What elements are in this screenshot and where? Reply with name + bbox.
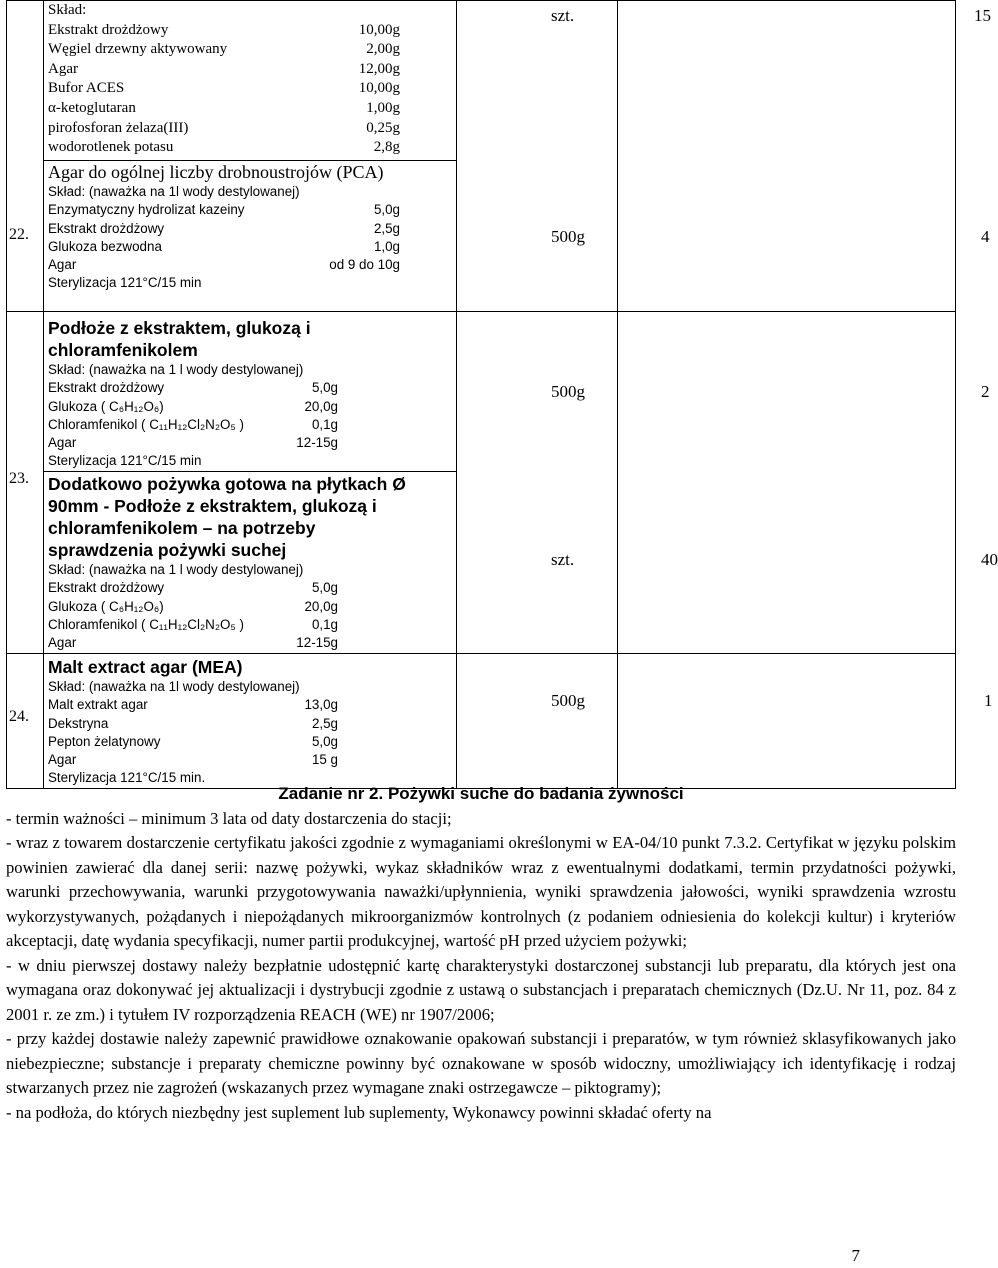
ingredient-value: 20,0g	[304, 598, 338, 614]
ingredient-name: α-ketoglutaran	[48, 99, 136, 116]
ingredient-value: 12,00g	[358, 60, 400, 77]
composition-cell	[44, 1, 457, 161]
row-number: 22.	[9, 226, 29, 243]
ingredient-name: pirofosforan żelaza(III)	[48, 119, 189, 136]
paragraph: - przy każdej dostawie należy zapewnić prawidłowe oznakowanie opakowań substancji i preparatów, w tym również sklasyfikowanych jako niebezpieczne; substancje i preparaty chemiczne powinny być oznakowane w sposób widoczny, umożliwiający ich identyfikację i rodzaj stwarzanych przez nie zagrożeń (wskazanych przez wymagane znaki ostrzegawcze – piktogramy);	[6, 1029, 956, 1097]
ingredient-name: Glukoza bezwodna	[48, 238, 162, 254]
ingredient-value: 0,1g	[311, 616, 338, 632]
composition-label: Skład: (naważka na 1 l wody destylowanej)	[48, 562, 304, 577]
composition-label: Skład: (naważka na 1 l wody destylowanej)	[48, 362, 304, 377]
quantity-cell	[618, 654, 993, 789]
composition-label: Skład:	[48, 2, 87, 18]
paragraph: - na podłoża, do których niezbędny jest suplement lub suplementy, Wykonawcy powinni składać oferty na	[6, 1102, 712, 1122]
ingredient-name: wodorotlenek potasu	[48, 139, 174, 156]
ingredient-value: 10,00g	[358, 80, 400, 97]
ingredient-value: 2,8g	[373, 139, 400, 156]
ingredient-name: Bufor ACES	[48, 80, 125, 97]
ingredient-value: 12-15g	[296, 435, 338, 451]
sterilization: Sterylizacja 121°C/15 min.	[48, 770, 206, 786]
ingredient-value: 2,5g	[373, 220, 400, 236]
ingredient-name: Glukoza ( C₆H₁₂O₆)	[48, 598, 164, 614]
ingredient-name: Pepton żelatynowy	[48, 733, 161, 749]
ingredient-name: Agar	[48, 60, 78, 77]
section-body	[6, 782, 956, 1125]
ingredient-value: 10,00g	[358, 21, 400, 38]
unit-cell	[457, 654, 618, 789]
sterilization: Sterylizacja 121°C/15 min	[48, 453, 202, 469]
quantity: 15	[974, 6, 991, 25]
medium-title: Dodatkowo pożywka gotowa na płytkach Ø 90mm - Podłoże z ekstraktem, glukozą i chloramfenikolem – na potrzeby sprawdzenia pożywki suchej	[48, 474, 406, 560]
medium-title: Agar do ogólnej liczby drobnoustrojów (PCA)	[48, 162, 384, 182]
quantity: 2	[981, 382, 990, 401]
ingredient-name: Dekstryna	[48, 715, 109, 731]
paragraph: - wraz z towarem dostarczenie certyfikatu jakości zgodnie z wymaganiami określonymi w EA-04/10 punkt 7.3.2. Certyfikat w języku polskim powinien zawierać dla danej serii: nazwę pożywki, wykaz składników wraz z ewentualnymi dodatkami, termin przydatności pożywki, warunki przechowywania, warunki przygotowywania naważki/upłynnienia, wyniki sprawdzenia jałowości, wyniki sprawdzenia wzrostu wykorzystywanych, pożądanych i niepożądanych mikroorganizmów kontrolnych (z podaniem odniesienia do kolekcji kultur) i kryteriów akceptacji, datę wydania specyfikacji, numer partii produkcyjnej, wartość pH przed użyciem pożywki;	[6, 833, 956, 950]
ingredient-name: Agar	[48, 257, 77, 273]
ingredient-name: Chloramfenikol ( C₁₁H₁₂Cl₂N₂O₅ )	[48, 416, 245, 432]
row-number-cell	[7, 312, 44, 654]
medium-title: Podłoże z ekstraktem, glukozą i chloramfenikolem	[48, 318, 311, 360]
ingredient-value: 5,0g	[311, 580, 338, 596]
ingredient-value: 2,5g	[311, 715, 338, 731]
composition-cell	[44, 472, 457, 654]
ingredient-name: Ekstrakt drożdżowy	[48, 21, 169, 38]
medium-title: Malt extract agar (MEA)	[48, 657, 243, 677]
ingredient-name: Agar	[48, 635, 77, 651]
ingredient-name: Glukoza ( C₆H₁₂O₆)	[48, 398, 164, 414]
unit: 500g	[551, 382, 585, 401]
ingredient-value: 5,0g	[311, 380, 338, 396]
composition-cell	[44, 654, 457, 789]
quantity-cell	[618, 1, 991, 312]
row-number: 23.	[9, 470, 29, 487]
section-title: Zadanie nr 2. Pożywki suche do badania żywności	[278, 784, 684, 803]
unit: szt.	[551, 6, 575, 25]
ingredient-value: 12-15g	[296, 635, 338, 651]
ingredient-value: 2,00g	[366, 41, 400, 58]
products-table	[6, 0, 998, 789]
ingredient-value: od 9 do 10g	[329, 257, 400, 273]
ingredient-name: Ekstrakt drożdżowy	[48, 220, 165, 236]
ingredient-name: Chloramfenikol ( C₁₁H₁₂Cl₂N₂O₅ )	[48, 616, 245, 632]
ingredient-name: Ekstrakt drożdżowy	[48, 580, 165, 596]
paragraph: - termin ważności – minimum 3 lata od daty dostarczenia do stacji;	[6, 808, 452, 828]
ingredient-value: 13,0g	[304, 697, 338, 713]
composition-cell	[44, 312, 457, 472]
unit-cell	[457, 1, 618, 312]
ingredient-value: 5,0g	[373, 202, 400, 218]
ingredient-value: 15 g	[311, 752, 338, 768]
ingredient-value: 5,0g	[311, 733, 338, 749]
quantity-cell	[618, 312, 998, 654]
ingredient-name: Agar	[48, 435, 77, 451]
row-number-cell	[7, 654, 44, 789]
composition-label: Skład: (naważka na 1l wody destylowanej)	[48, 679, 300, 694]
unit: 500g	[551, 691, 585, 710]
quantity: 4	[981, 227, 990, 246]
ingredient-name: Malt extrakt agar	[48, 697, 148, 713]
ingredient-value: 0,1g	[311, 416, 338, 432]
ingredient-name: Ekstrakt drożdżowy	[48, 380, 165, 396]
composition-label: Skład: (naważka na 1l wody destylowanej)	[48, 184, 300, 199]
row-number: 24.	[9, 708, 29, 725]
unit: szt.	[551, 550, 575, 569]
unit: 500g	[551, 227, 585, 246]
quantity: 1	[984, 691, 993, 710]
quantity: 40	[981, 550, 998, 569]
unit-cell	[457, 312, 618, 654]
ingredient-name: Agar	[48, 752, 77, 768]
page-number: 7	[851, 1246, 860, 1265]
ingredient-value: 1,00g	[366, 99, 400, 116]
sterilization: Sterylizacja 121°C/15 min	[48, 275, 202, 291]
ingredient-name: Węgiel drzewny aktywowany	[48, 41, 228, 58]
ingredient-name: Enzymatyczny hydrolizat kazeiny	[48, 202, 245, 218]
ingredient-value: 1,0g	[373, 238, 400, 254]
composition-cell	[44, 161, 457, 312]
ingredient-value: 20,0g	[304, 398, 338, 414]
paragraph: - w dniu pierwszej dostawy należy bezpłatnie udostępnić kartę charakterystyki dostarczonej substancji lub preparatu, dla których jest ona wymagana oraz dokonywać jej aktualizacji i dystrybucji zgodnie z ustawą o substancjach i preparatach chemicznych (Dz.U. Nr 11, poz. 84 z 2001 r. ze zm.) i tytułem IV rozporządzenia REACH (WE) nr 1907/2006;	[6, 955, 956, 1024]
row-number-cell	[7, 1, 44, 312]
ingredient-value: 0,25g	[366, 119, 400, 136]
